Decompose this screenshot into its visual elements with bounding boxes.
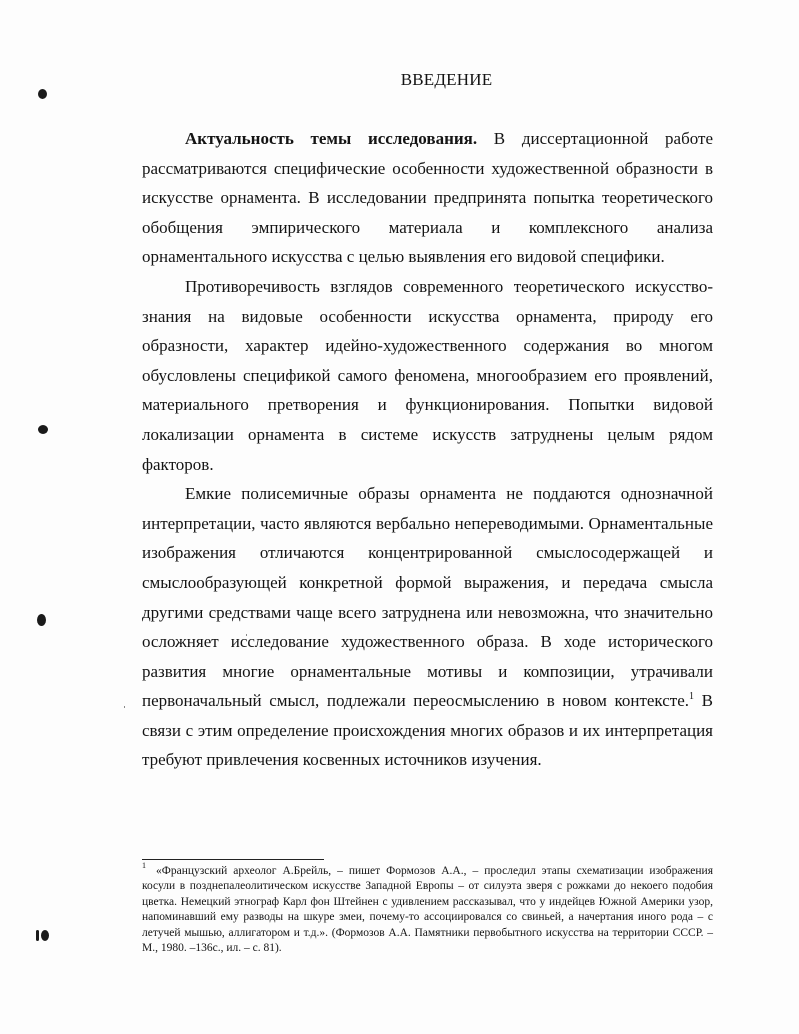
main-text <box>142 124 713 775</box>
paragraph-text: В диссертационной работе рассматриваются специфические особенности художественной образности в искусстве орнамента. В исследовании предпринята попытка теоретического обобщения эмпирического материала и комплексного анализа орнаментального искусства с целью выявления его видовой специфики. <box>142 129 714 267</box>
scan-speck <box>124 706 125 708</box>
binder-hole-mark <box>38 89 47 99</box>
binder-hole-mark <box>36 930 50 941</box>
paragraph <box>142 479 713 775</box>
footnote-reference[interactable]: 1 <box>689 690 695 702</box>
paragraph: Противоречивость взглядов современного теоретического искусство-знания на видовые особенности искусства орнамента, природу его образности, характер идейно-художественного содержания во многом обусловлены спецификой самого феномена, многообразием его проявлений, материального претворения и функционирования. Попытки видовой локализации орнамента в системе искусств затруднены целым рядом факторов. <box>142 276 713 474</box>
paragraph-text: В связи с этим определение происхождения многих образов и их интерпретация требуют привлечения косвенных источников изучения. <box>142 691 713 770</box>
footnote-marker: 1 <box>142 861 146 871</box>
footnote <box>142 861 713 956</box>
paragraph-text: Емкие полисемичные образы орнамента не поддаются однозначной интерпретации, часто являются вербально непереводимыми. Орнаментальные изображения отличаются концентрированной смыслосодержащей и смыслообразующей конкретной формой выражения, и передача смысла другими средствами чаще всего затруднена или невозможна, что значительно осложняет исследование художественного образа. В ходе исторического развития многие орнаментальные мотивы и композиции, утрачивали первоначальный смысл, подлежали переосмыслению в новом контексте. <box>142 484 713 711</box>
paragraph-lead: Актуальность темы исследования. <box>185 129 478 148</box>
binder-hole-mark <box>38 425 48 434</box>
footnote-divider <box>142 859 324 860</box>
footnote-text: «Французский археолог А.Брейль, – пишет Формозов А.А., – проследил этапы схематизации изображения косули в позднепалеолитическом искусстве Западной Европы – от силуэта зверя с рожками до некоего подобия цветка. Немецкий этнограф Карл фон Штейнен с удивлением рассказывал, что у индейцев Южной Америки узор, напоминавший ему разводы на шкуре змеи, почему-то ассоциировался со свиньей, а начертания иного рода – с летучей мышью, аллигатором и т.д.». (Формозов А.А. Памятники первобытного искусства на территории СССР. – М., 1980. –136с., ил. – с. 81). <box>142 865 713 955</box>
page-title: ВВЕДЕНИЕ <box>400 70 493 89</box>
binder-hole-mark <box>37 614 46 626</box>
paragraph <box>142 124 713 272</box>
